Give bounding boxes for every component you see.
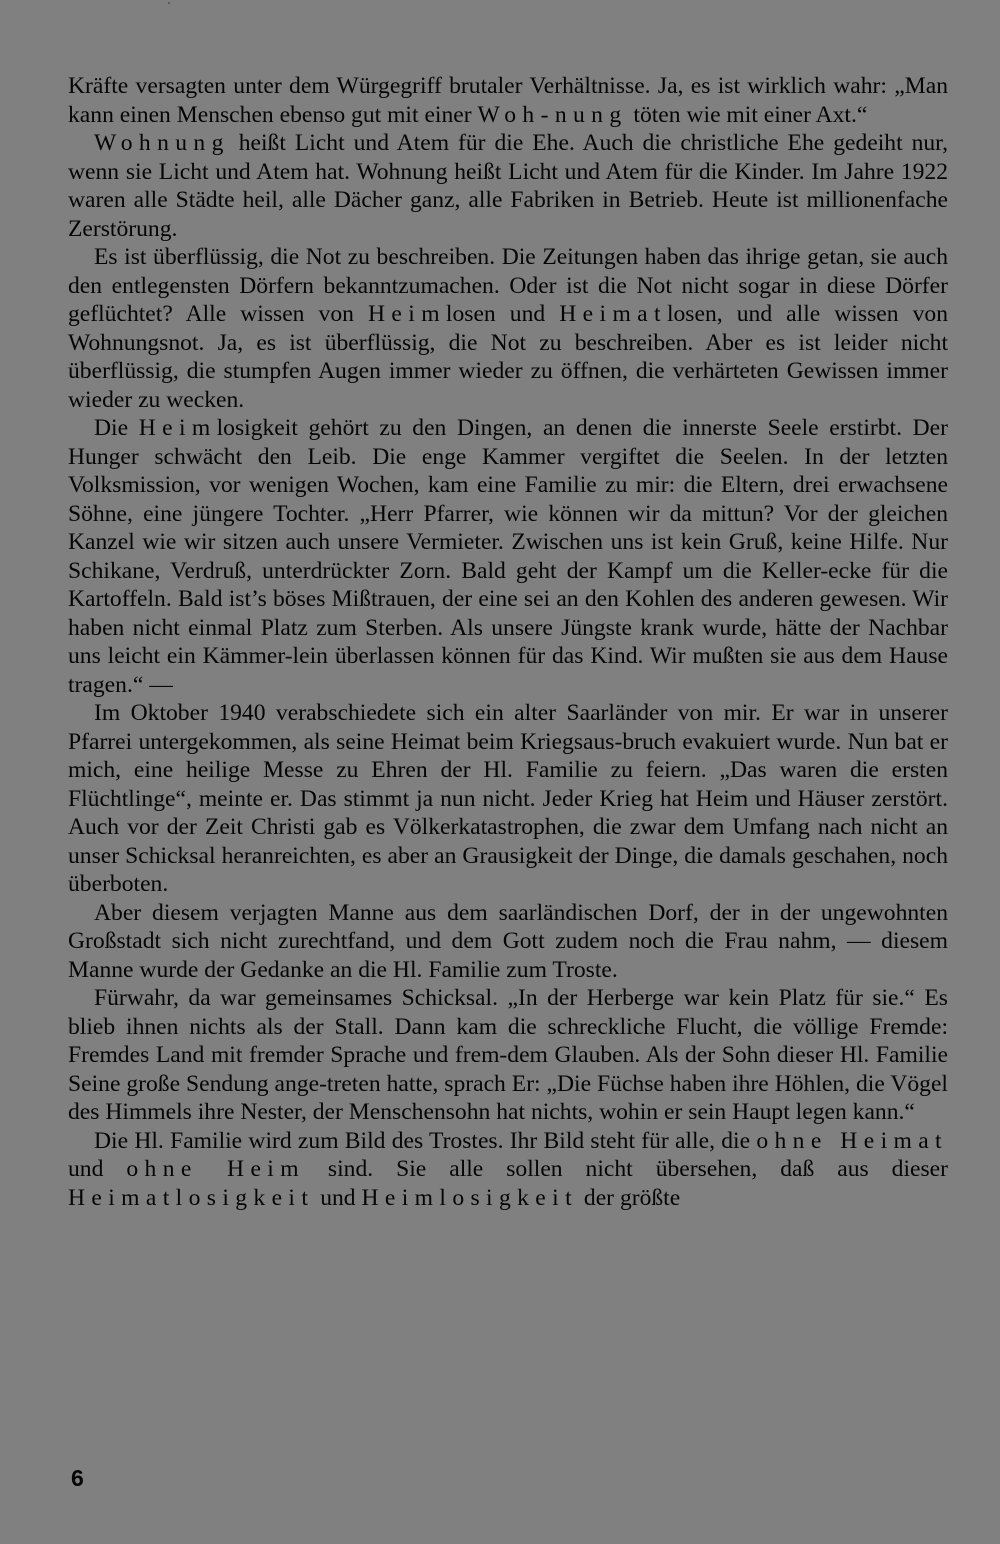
spaced-emphasis: Heim: [368, 301, 446, 327]
spaced-emphasis: Heim: [138, 415, 217, 441]
text-run: Die Hl. Familie wird zum Bild des Trostes. Ihr Bild steht für alle, die: [94, 1127, 757, 1154]
text-run: Aber diesem verjagten Manne aus dem saarländischen Dorf, der in der ungewohnten Großstadt sich nicht zurechtfand, und dem Gott zudem noch die Frau nahm, — diesem Manne wurde der Gedanke an die Hl. Familie zum Troste.: [68, 899, 948, 983]
text-run: der größte: [578, 1184, 681, 1211]
text-run: losen, und alle wissen von Wohnungsnot. Ja, es ist überflüssig, die Not zu beschreiben. Aber es ist leider nicht überflüssig, die stumpfen Augen immer wieder zu öffnen, die verhärteten Gewissen immer wieder zu wecken.: [68, 301, 948, 413]
text-run: losigkeit gehört zu den Dingen, an denen die innerste Seele erstirbt. Der Hunger schwächt den Leib. Die enge Kammer vergiftet die Seelen. In der letzten Volksmission, vor wenigen Wochen, kam eine Familie zu mir: die Eltern, drei erwachsene Söhne, eine jüngere Tochter. „Herr Pfarrer, wie können wir da mittun? Vor der gleichen Kanzel wie wir sitzen auch unsere Vermieter. Zwischen uns ist kein Gruß, keine Hilfe. Nur Schikane, Verdruß, unterdrückter Zorn. Bald geht der Kampf um die Keller-ecke für die Kartoffeln. Bald ist’s böses Mißtrauen, der eine sei an den Kohlen des anderen gewesen. Wir haben nicht einmal Platz zum Sterben. Als unsere Jüngste krank wurde, hätte der Nachbar uns leicht ein Kämmer-lein überlassen können für das Kind. Wir mußten sie aus dem Hause tragen.“ —: [68, 415, 949, 698]
spaced-emphasis: Woh-nung: [477, 101, 628, 128]
text-run: Kräfte versagten unter dem Würgegriff brutaler Verhältnisse. Ja, es ist wirklich wahr: „Man kann einen Menschen ebenso gut mit einer: [68, 73, 948, 128]
text-run: Die: [94, 415, 139, 441]
paragraph-8: [68, 1127, 948, 1213]
spaced-emphasis: Wohnung: [94, 130, 230, 156]
paragraph-4: [68, 414, 948, 699]
paragraph-7: [68, 984, 948, 1127]
spaced-emphasis: Heimatlosigkeit: [68, 1184, 315, 1211]
text-run: heißt Licht und Atem für die Ehe. Auch die christliche Ehe gedeiht nur, wenn sie Licht und Atem hat. Wohnung heißt Licht und Atem für die Kinder. Im Jahre 1922 waren alle Städte heil, alle Dächer ganz, alle Fabriken in Betrieb. Heute ist millionenfache Zerstörung.: [68, 130, 948, 242]
page-number: 6: [71, 1465, 84, 1491]
text-run: losen und: [445, 301, 560, 327]
paragraph-2: [68, 129, 948, 243]
text-run: und: [314, 1184, 362, 1211]
paragraph-5: [68, 699, 948, 899]
spaced-emphasis: ohne Heim: [126, 1156, 305, 1182]
text-run: Fürwahr, da war gemeinsames Schicksal. „In der Herberge war kein Platz für sie.“ Es blieb ihnen nichts als der Stall. Dann kam die schreckliche Flucht, die völlige Fremde: Fremdes Land mit fremder Sprache und frem-dem Glauben. Als der Sohn dieser Hl. Familie Seine große Sendung ange-treten hatte, sprach Er: „Die Füchse haben ihre Höhlen, die Vögel des Himmels ihre Nester, der Menschensohn hat nichts, wohin er sein Haupt legen kann.“: [68, 985, 948, 1125]
paragraph-3: [68, 243, 948, 414]
text-run: Es ist überflüssig, die Not zu beschreiben. Die Zeitungen haben das ihrige getan, sie auch den entlegensten Dörfern bekanntzumachen. Oder ist die Not nicht sogar in diese Dörfer geflüchtet? Alle wissen von: [68, 244, 948, 327]
text-run: Im Oktober 1940 verabschiedete sich ein alter Saarländer von mir. Er war in unserer Pfarrei untergekommen, als seine Heimat beim Kriegsaus-bruch evakuiert wurde. Nun bat er mich, eine heilige Messe zu Ehren der Hl. Familie zu feiern. „Das waren die ersten Flüchtlinge“, meinte er. Das stimmt ja nun nicht. Jeder Krieg hat Heim und Häuser zerstört. Auch vor der Zeit Christi gab es Völkerkatastrophen, die zwar dem Umfang nach nicht an unser Schicksal heranreichten, es aber an Grausigkeit der Dinge, die damals geschahen, noch überboten.: [68, 700, 948, 897]
paragraph-6: [68, 899, 948, 985]
body-text: [68, 72, 948, 1212]
spaced-emphasis: Heimat: [559, 301, 667, 327]
spaced-emphasis: ohne Heimat: [756, 1127, 948, 1154]
dust-speck: [168, 2, 170, 4]
text-run: und: [68, 1156, 127, 1182]
text-run: töten wie mit einer Axt.“: [627, 101, 868, 128]
paragraph-1: [68, 72, 948, 129]
spaced-emphasis: Heimlosigkeit: [361, 1184, 579, 1211]
text-run: sind. Sie alle sollen nicht übersehen, daß aus dieser: [304, 1156, 948, 1182]
